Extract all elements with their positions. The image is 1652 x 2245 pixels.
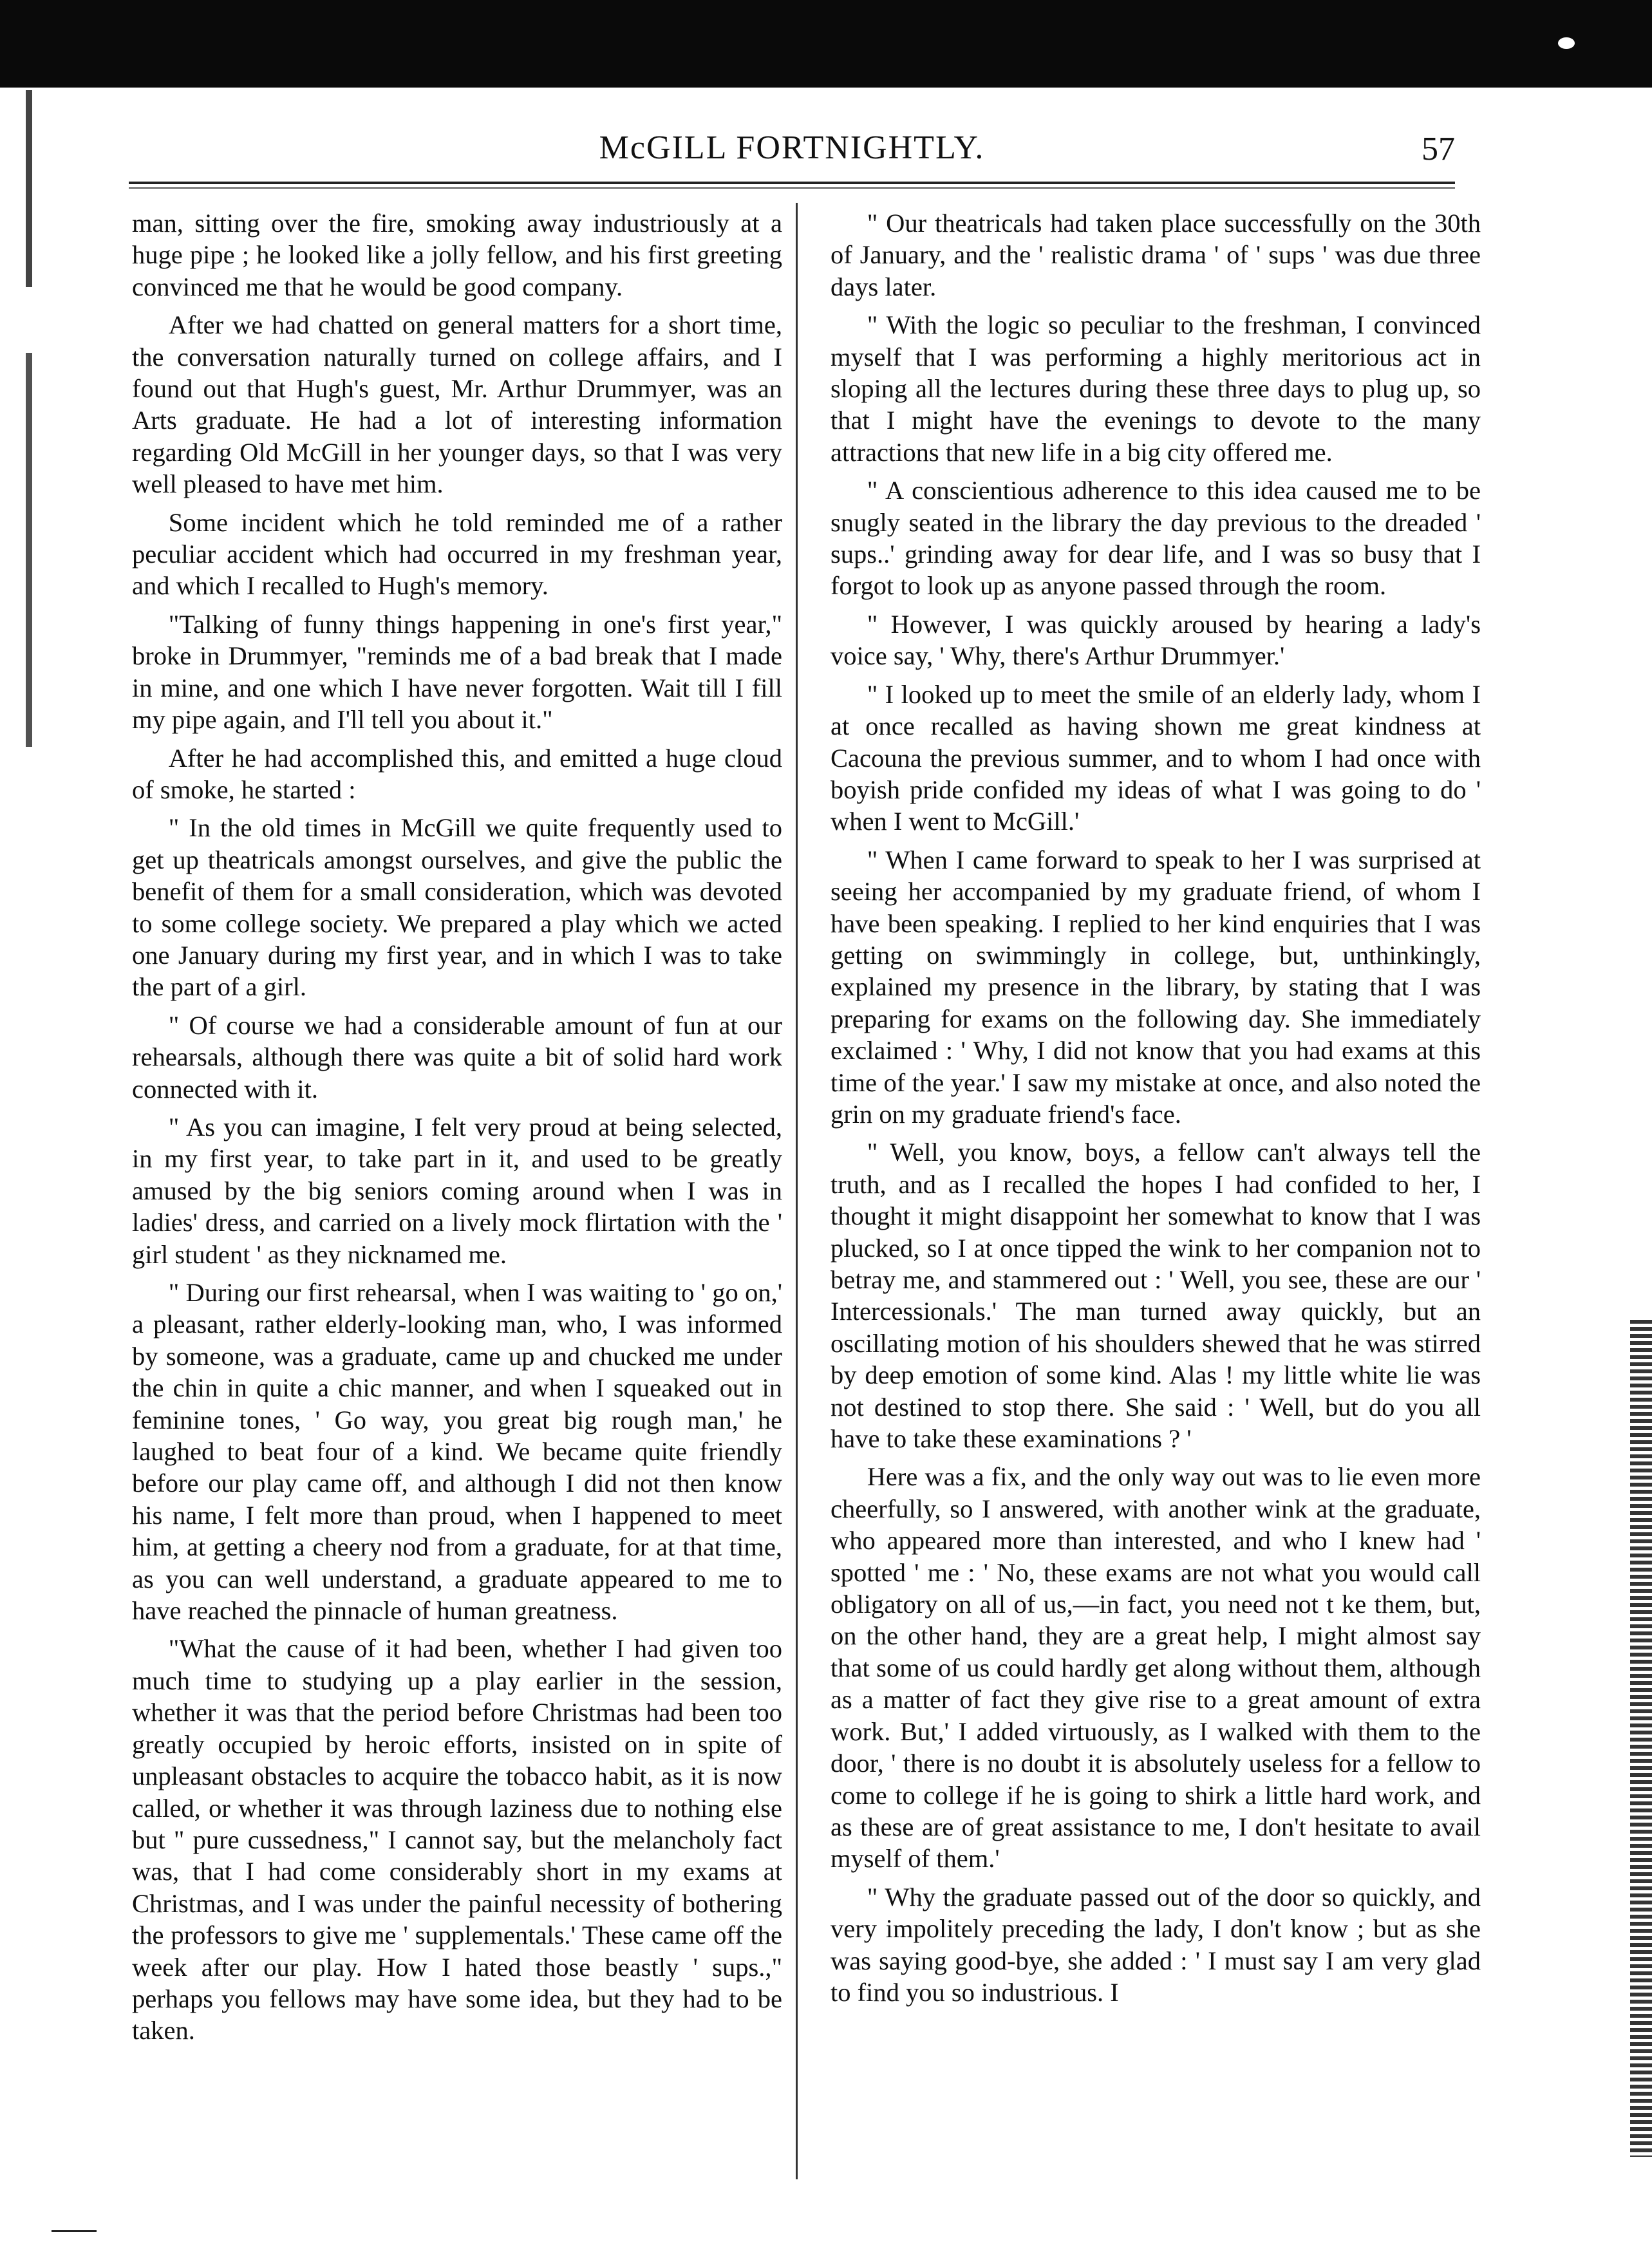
paragraph: " When I came forward to speak to her I was surprised at seeing her accompanied by my graduate friend, of whom I have been speaking. I replied to her kind enquiries that I was getting on swimmingly in college, but, unthinkingly, explained my presence in the library, by stating that I was preparing for exams on the following day. She immediately exclaimed : ' Why, I did not know that you had exams at this time of the year.' I saw my mistake at once, and also noted the grin on my graduate friend's face.: [831, 845, 1481, 1129]
paragraph: " I looked up to meet the smile of an elderly lady, whom I at once recalled as having shown me great kindness at Cacouna the previous summer, and to whom I had once with boyish pride confided my ideas of what I was going to do ' when I went to McGill.': [831, 679, 1481, 836]
paragraph: "Talking of funny things happening in one's first year," broke in Drummyer, "reminds me of a bad break that I made in mine, and one which I have never forgotten. Wait till I fill my pipe again, and I'll tell you about it.": [132, 609, 782, 735]
scan-left-edge: [26, 90, 32, 747]
journal-title: McGILL FORTNIGHTLY.: [599, 129, 985, 166]
paragraph: Here was a fix, and the only way out was to lie even more cheerfully, so I answered, with another wink at the graduate, who appeared more than interested, and who I knew had ' spotted ' me : ' No, these exams are not what you would call obligatory on all of us,—in fact, you need not t ke them, but, on the other hand, they are a great help, I might almost say that some of us could hardly get along without them, although as a matter of fact they give rise to a great amount of extra work. But,' I added virtuously, as I walked with them to the door, ' there is no doubt it is absolutely useless for a fellow to come to college if he is going to shirk a little hard work, and as these are of great assistance to me, I don't hesitate to avail myself of them.': [831, 1462, 1481, 1874]
paragraph: After he had accomplished this, and emitted a huge cloud of smoke, he started :: [132, 743, 782, 804]
paragraph: " Why the graduate passed out of the door so quickly, and very impolitely preceding the lady, I don't know ; but as she was saying good-bye, she added : ' I must say I am very glad to find you so industrious. I: [831, 1882, 1481, 2007]
paragraph: " However, I was quickly aroused by hearing a lady's voice say, ' Why, there's Arthur Drummyer.': [831, 609, 1481, 671]
paragraph: After we had chatted on general matters for a short time, the conversation naturally turned on college affairs, and I found out that Hugh's guest, Mr. Arthur Drummyer, was an Arts graduate. He had a lot of interesting information regarding Old McGill in her younger days, so that I was very well pleased to have met him.: [132, 310, 782, 499]
paragraph: " As you can imagine, I felt very proud at being selected, in my first year, to take part in it, and used to be greatly amused by the big seniors coming around when I was in ladies' dress, and carried on a lively mock flirtation with the ' girl student ' as they nicknamed me.: [132, 1112, 782, 1269]
left-column: [132, 207, 782, 2053]
page-number: 57: [1422, 131, 1455, 167]
paragraph: " In the old times in McGill we quite frequently used to get up theatricals amongst ourselves, and give the public the benefit of them for a small consideration, which was devoted to some college society. We prepared a play which we acted one January during my first year, and in which I was to take the part of a girl.: [132, 813, 782, 1002]
scan-right-edge: [1630, 1320, 1652, 2157]
paragraph: "What the cause of it had been, whether I had given too much time to studying up a play earlier in the session, whether it was that the period before Christmas had been too greatly occupied by heroic efforts, insisted on in spite of unpleasant obstacles to acquire the tobacco habit, as it is now called, or whether it was through laziness due to nothing else but " pure cussedness," I cannot say, but the melancholy fact was, that I had come considerably short in my exams at Christmas, and I was under the painful necessity of bothering the professors to give me ' supplementals.' These came off the week after our play. How I hated those beastly ' sups.," perhaps you fellows may have some idea, but they had to be taken.: [132, 1634, 782, 2045]
page-header: [129, 129, 1455, 180]
paragraph: man, sitting over the fire, smoking away industriously at a huge pipe ; he looked like a jolly fellow, and his first greeting convinced me that he would be good company.: [132, 209, 782, 301]
right-column: [831, 207, 1481, 2015]
paragraph: " Of course we had a considerable amount of fun at our rehearsals, although there was quite a bit of solid hard work connected with it.: [132, 1010, 782, 1104]
paragraph: " A conscientious adherence to this idea caused me to be snugly seated in the library the day previous to the dreaded ' sups..' grinding away for dear life, and I was so busy that I forgot to look up as anyone passed through the room.: [831, 476, 1481, 601]
paragraph: " Well, you know, boys, a fellow can't always tell the truth, and as I recalled the hopes I had confided to her, I thought it might disappoint her somewhat to know that I was plucked, so I at once tipped the wink to her companion not to betray me, and stammered out : ' Well, you see, these are our ' Intercessionals.' The man turned away quickly, but an oscillating motion of his shoulders shewed that he was stirred by deep emotion of some kind. Alas ! my little white lie was not destined to stop there. She said : ' Well, but do you all have to take these examinations ? ': [831, 1138, 1481, 1454]
header-rule: [129, 182, 1455, 189]
paragraph: Some incident which he told reminded me of a rather peculiar accident which had occurred in my freshman year, and which I recalled to Hugh's memory.: [132, 507, 782, 601]
column-divider: [796, 203, 798, 2179]
scan-top-band: [0, 0, 1652, 88]
scan-notch: [1558, 37, 1575, 49]
paragraph: " Our theatricals had taken place successfully on the 30th of January, and the ' realistic drama ' of ' sups ' was due three days later.: [831, 209, 1481, 301]
paragraph: " With the logic so peculiar to the freshman, I convinced myself that I was performing a highly meritorious act in sloping all the lectures during these three days to plug up, so that I might have the evenings to devote to the many attractions that new life in a big city offered me.: [831, 310, 1481, 467]
paragraph: " During our first rehearsal, when I was waiting to ' go on,' a pleasant, rather elderly-looking man, who, I was informed by someone, was a graduate, came up and chucked me under the chin in quite a chic manner, and when I squeaked out in feminine tones, ' Go way, you great big rough man,' he laughed to beat four of a kind. We became quite friendly before our play came off, and although I did not then know his name, I felt more than proud, when I happened to meet him, at getting a cheery nod from a graduate, for at that time, as you can well understand, a graduate appeared to me to have reached the pinnacle of human greatness.: [132, 1278, 782, 1626]
footer-rule: [52, 2230, 97, 2232]
